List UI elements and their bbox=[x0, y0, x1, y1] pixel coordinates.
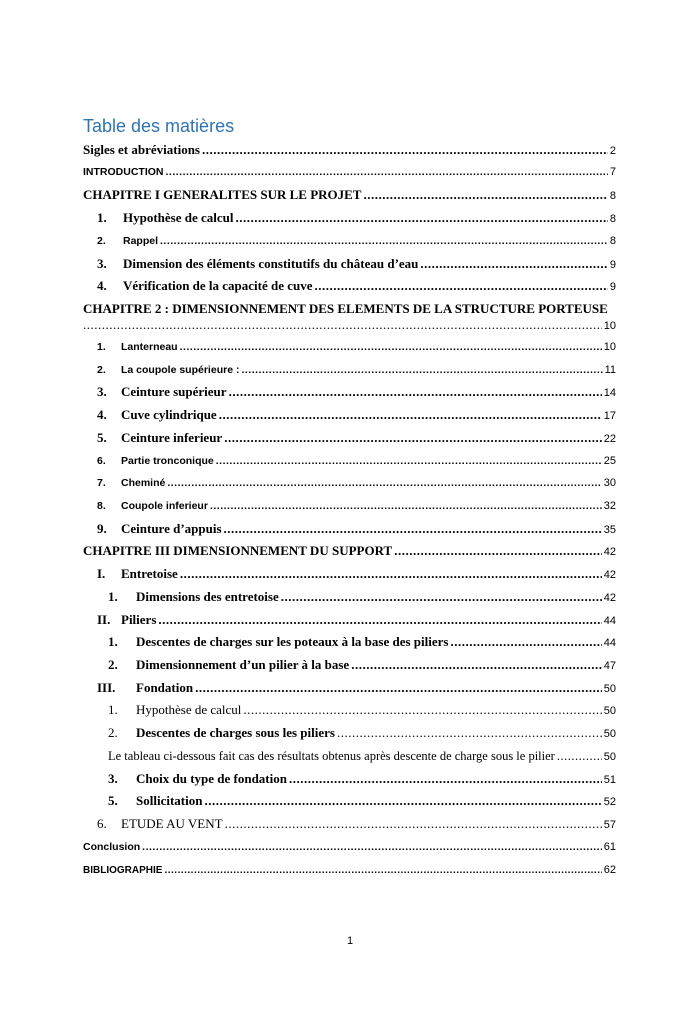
toc-entry-descentes-charges-poteaux[interactable]: 1. Descentes de charges sur les poteaux à la base des piliers ..... 44 bbox=[108, 633, 616, 651]
toc-entry-choix-fondation[interactable]: 3. Choix du type de fondation ..... 51 bbox=[108, 770, 616, 788]
toc-entry-verification-cuve[interactable]: 4. Vérification de la capacité de cuve ..... 9 bbox=[97, 277, 616, 295]
toc-entry-ceinture-superieur[interactable]: 3. Ceinture supérieur ..... 14 bbox=[97, 383, 616, 401]
toc-entry-chapitre-1[interactable]: CHAPITRE I GENERALITES SUR LE PROJET ..... 8 bbox=[83, 186, 616, 204]
toc-entry-hypothese-fondation[interactable]: 1. Hypothèse de calcul ..... 50 bbox=[108, 701, 616, 719]
toc-entry-chapitre-3[interactable]: CHAPITRE III DIMENSIONNEMENT DU SUPPORT ..... 42 bbox=[83, 542, 616, 560]
toc-entry-rappel[interactable]: 2. Rappel ..... 8 bbox=[97, 232, 616, 250]
toc-entry-tableau-resultats[interactable]: Le tableau ci-dessous fait cas des résultats obtenus après descente de charge sous le pilier ..... 50 bbox=[108, 747, 616, 765]
toc-entry-coupole-superieure[interactable]: 2. La coupole supérieure : ..... 11 bbox=[97, 361, 616, 379]
toc-entry-sigles[interactable]: Sigles et abréviations ..... 2 bbox=[83, 141, 616, 159]
page-number: 1 bbox=[346, 935, 354, 947]
toc-entry-ceinture-inferieur[interactable]: 5. Ceinture inferieur ..... 22 bbox=[97, 429, 616, 447]
toc-entry-descentes-charges-piliers[interactable]: 2. Descentes de charges sous les piliers ..... 50 bbox=[108, 724, 616, 742]
toc-entry-sollicitation[interactable]: 5. Sollicitation ..... 52 bbox=[108, 792, 616, 810]
toc-entry-hypothese[interactable]: 1. Hypothèse de calcul ..... 8 bbox=[97, 209, 616, 227]
toc-entry-etude-vent[interactable]: 6. ETUDE AU VENT ..... 57 bbox=[97, 815, 616, 833]
toc-entry-dimension-elements[interactable]: 3. Dimension des éléments constitutifs du château d’eau ..... 9 bbox=[97, 255, 616, 273]
toc-entry-chemine[interactable]: 7. Cheminé ..... 30 bbox=[97, 474, 616, 492]
toc-entry-ceinture-appuis[interactable]: 9. Ceinture d’appuis ..... 35 bbox=[97, 520, 616, 538]
toc-entry-introduction[interactable]: INTRODUCTION ..... 7 bbox=[83, 163, 616, 181]
toc-entry-piliers[interactable]: II. Piliers ..... 44 bbox=[97, 611, 616, 629]
toc-entry-fondation[interactable]: III. Fondation ..... 50 bbox=[97, 679, 616, 697]
toc-entry-conclusion[interactable]: Conclusion ..... 61 bbox=[83, 838, 616, 856]
toc-entry-dimensionnement-pilier[interactable]: 2. Dimensionnement d’un pilier à la base ..... 47 bbox=[108, 656, 616, 674]
toc-entry-chapitre-2[interactable]: ..... 10 bbox=[83, 316, 616, 334]
toc-entry-coupole-inferieur[interactable]: 8. Coupole inferieur ..... 32 bbox=[97, 497, 616, 515]
toc-title: Table des matières bbox=[83, 116, 235, 136]
toc-entry-dimensions-entretoise[interactable]: 1. Dimensions des entretoise ..... 42 bbox=[108, 588, 616, 606]
toc-entry-chapitre-2-title[interactable]: CHAPITRE 2 : DIMENSIONNEMENT DES ELEMENTS DE LA STRUCTURE PORTEUSE bbox=[83, 301, 608, 316]
toc-entry-entretoise[interactable]: I. Entretoise ..... 42 bbox=[97, 565, 616, 583]
toc-entry-cuve-cylindrique[interactable]: 4. Cuve cylindrique ..... 17 bbox=[97, 406, 616, 424]
toc-entry-bibliographie[interactable]: BIBLIOGRAPHIE ..... 62 bbox=[83, 861, 616, 879]
toc-entry-lanterneau[interactable]: 1. Lanterneau ..... 10 bbox=[97, 338, 616, 356]
toc-entry-partie-tronconique[interactable]: 6. Partie tronconique ..... 25 bbox=[97, 452, 616, 470]
